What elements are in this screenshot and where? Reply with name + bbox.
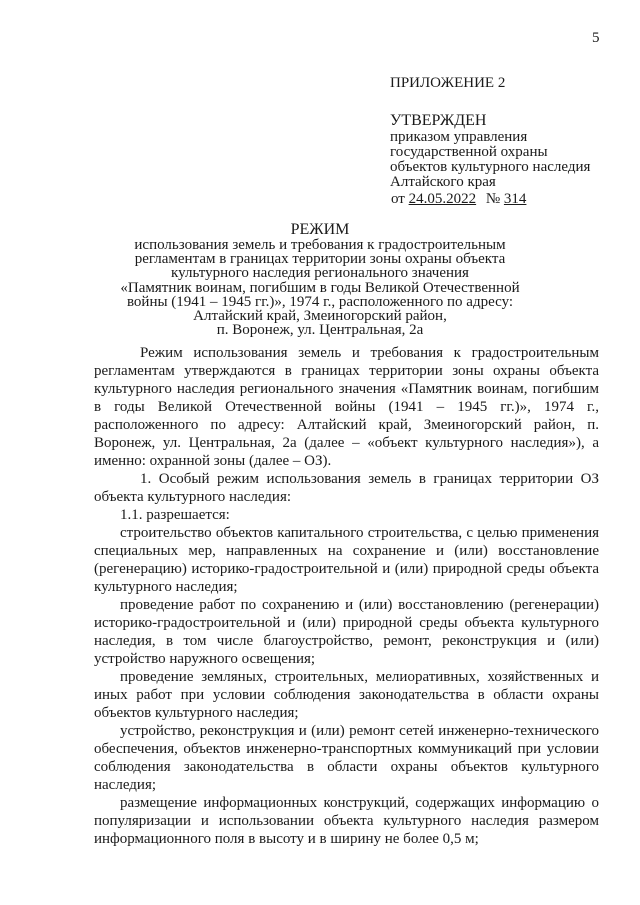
intro-paragraph: Режим использования земель и требования к градостроительным регламентам утверждаются в границах территории зоны охраны объекта культурного наследия регионального значения «Памятник воинам, погибшим в годы Великой Отечественной войны (1941 – 1945 гг.)», 1974 г., расположенного по адресу: Алтайский край, Змеиногорский район, п. Воронеж, ул. Центральная, 2а (далее – «объект культурного наследия»), а именно: охранной зоны (далее – ОЗ). bbox=[94, 345, 599, 469]
approval-line-2: государственной охраны bbox=[390, 144, 548, 160]
approval-line-3: объектов культурного наследия bbox=[390, 159, 591, 175]
date-prefix: от bbox=[391, 191, 405, 207]
title-line-3: культурного наследия регионального значения bbox=[171, 265, 469, 282]
section-1-1: 1.1. разрешается: bbox=[120, 507, 230, 523]
order-date-number bbox=[390, 192, 630, 207]
number-sign: № bbox=[485, 191, 501, 207]
order-date: 24.05.2022 bbox=[408, 191, 477, 207]
document-body bbox=[94, 344, 599, 848]
approval-block bbox=[390, 76, 630, 207]
page-number: 5 bbox=[592, 30, 600, 46]
appendix-label: ПРИЛОЖЕНИЕ 2 bbox=[390, 75, 506, 91]
list-item: строительство объектов капитального строительства, с целью применения специальных мер, направленных на сохранение и (или) восстановление (регенерацию) историко-градостроительной и (или) природной среды объекта культурного наследия; bbox=[94, 525, 599, 595]
title-line-5: войны (1941 – 1945 гг.)», 1974 г., расположенного по адресу: bbox=[126, 293, 514, 310]
list-item: проведение работ по сохранению и (или) восстановлению (регенерации) историко-градостроительной и (или) природной среды объекта культурного наследия, в том числе благоустройство, ремонт, реконструкция и (или) устройство наружного освещения; bbox=[94, 597, 599, 667]
approval-line-4: Алтайского края bbox=[390, 174, 496, 190]
list-item: устройство, реконструкция и (или) ремонт сетей инженерно-технического обеспечения, объектов инженерно-транспортных коммуникаций при условии соблюдения законодательства в области охраны объектов культурного наследия; bbox=[94, 723, 599, 793]
list-item: размещение информационных конструкций, содержащих информацию о популяризации и использовании объекта культурного наследия размером информационного поля в высоту и в ширину не более 0,5 м; bbox=[94, 795, 599, 847]
list-item: проведение земляных, строительных, мелиоративных, хозяйственных и иных работ при условии соблюдения законодательства в области охраны объектов культурного наследия; bbox=[94, 669, 599, 721]
order-number: 314 bbox=[503, 191, 527, 207]
title-main: РЕЖИМ bbox=[290, 221, 350, 238]
approved-label: УТВЕРЖДЕН bbox=[390, 112, 487, 129]
title-line-6: Алтайский край, Змеиногорский район, bbox=[193, 308, 447, 325]
title-line-7: п. Воронеж, ул. Центральная, 2а bbox=[216, 322, 424, 339]
title-line-2: регламентам в границах территории зоны охраны объекта bbox=[134, 251, 506, 268]
approval-line-1: приказом управления bbox=[390, 129, 528, 145]
title-line-4: «Памятник воинам, погибшим в годы Великой Отечественной bbox=[120, 279, 520, 296]
section-1: 1. Особый режим использования земель в границах территории ОЗ объекта культурного наследия: bbox=[94, 471, 599, 505]
title-line-1: использования земель и требования к градостроительным bbox=[134, 237, 506, 253]
document-title bbox=[0, 222, 640, 337]
